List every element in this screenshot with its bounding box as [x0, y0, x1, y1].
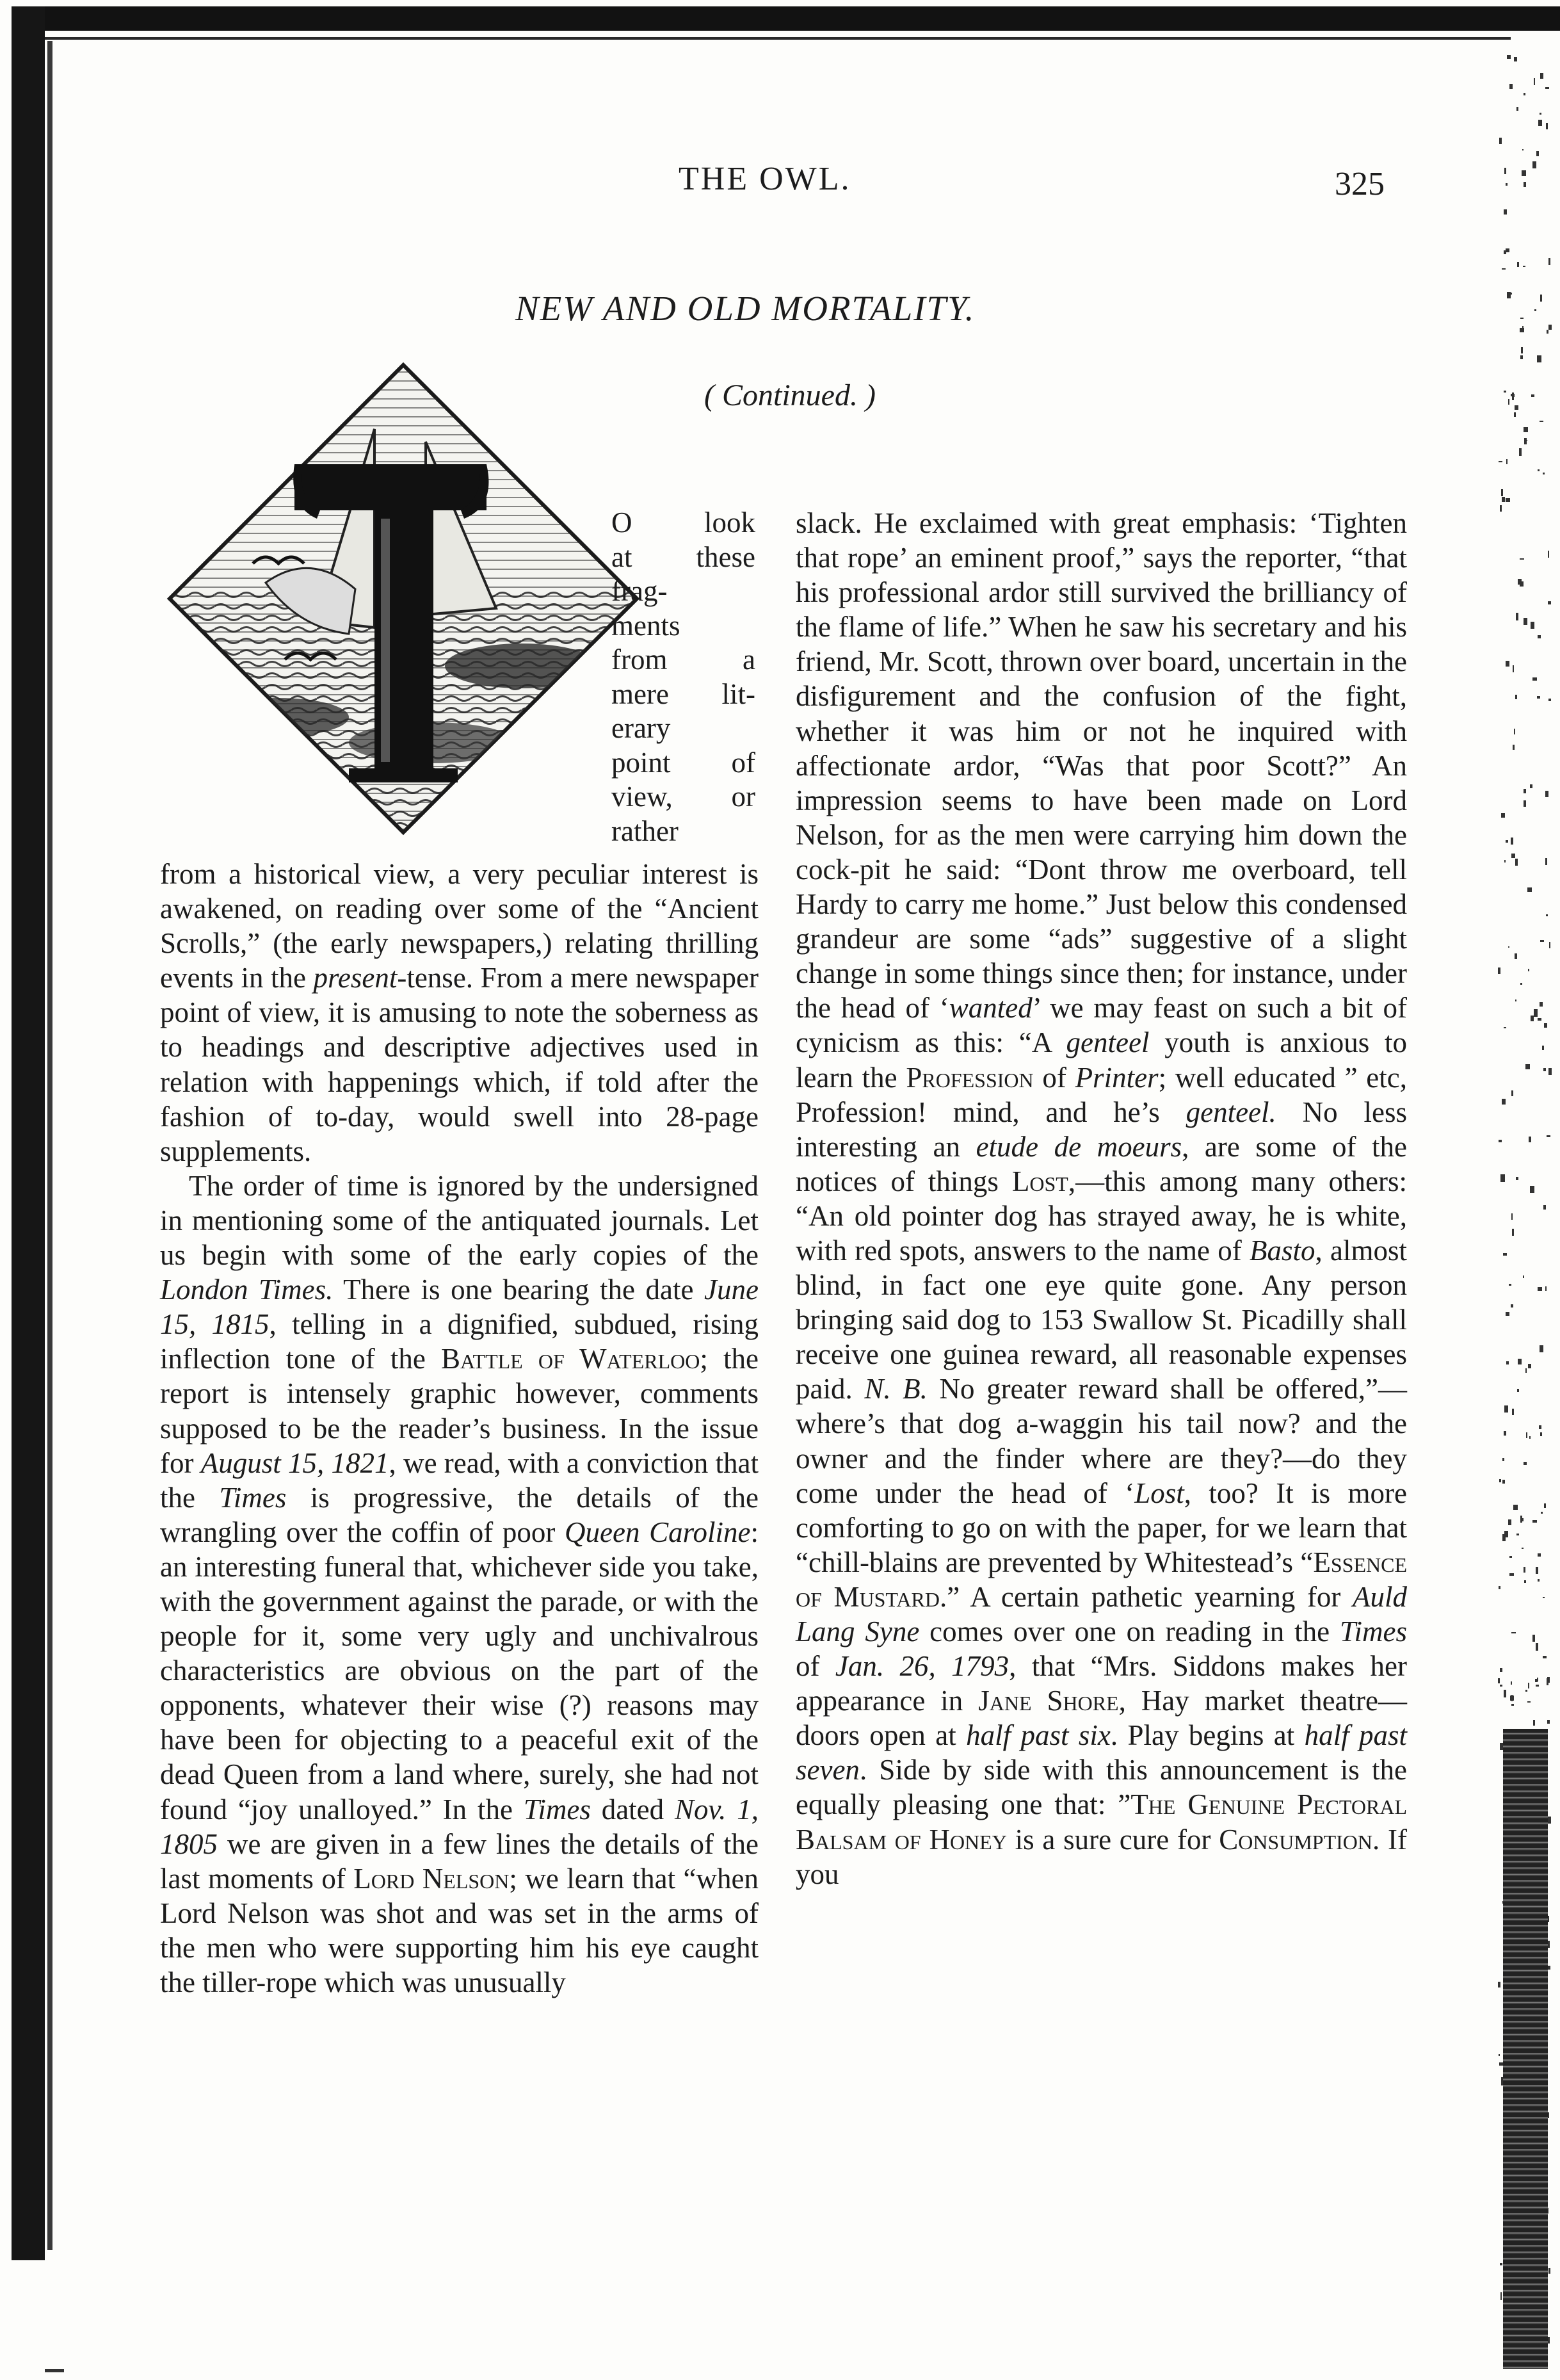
scan-speck — [1498, 1678, 1499, 1683]
dropcap-line: rather — [611, 814, 679, 847]
scan-speck — [1536, 1643, 1538, 1651]
scan-speck — [1521, 347, 1523, 354]
top-border-rule — [12, 6, 1560, 31]
scan-speck — [1507, 292, 1511, 298]
running-head: THE OWL. — [679, 161, 851, 197]
scan-speck — [1545, 1286, 1547, 1291]
scan-speck — [1540, 421, 1543, 422]
scan-speck — [1538, 635, 1541, 638]
text-run: youth is anxious to learn the — [796, 1026, 1407, 1094]
italic-run: Times — [219, 1481, 287, 1514]
paragraph-1 — [160, 857, 759, 1169]
smallcaps-run: Battle of Waterloo — [440, 1343, 700, 1375]
scan-speck — [1522, 170, 1526, 176]
scan-speck — [1502, 268, 1506, 270]
scan-speck — [1534, 78, 1535, 85]
scan-speck — [1524, 1580, 1526, 1583]
dropcap-side-lines — [611, 506, 755, 848]
page-number: 325 — [1335, 166, 1385, 202]
dropcap-line: frag- — [611, 575, 668, 607]
text-run: of — [796, 1650, 835, 1683]
scan-speck — [1537, 355, 1541, 363]
text-run: ; well educated ” etc, Profession! mind, and he’s — [796, 1061, 1407, 1128]
smallcaps-run: Jane Shore — [978, 1685, 1119, 1717]
scan-speck — [1547, 1817, 1551, 1824]
scan-speck — [1541, 1512, 1542, 1514]
scan-speck — [1514, 729, 1515, 734]
scan-speck — [1506, 248, 1509, 252]
scan-speck — [1547, 1720, 1549, 1724]
smallcaps-run: Lost — [1011, 1165, 1068, 1197]
scan-speck — [1525, 1690, 1527, 1692]
scan-speck — [1534, 1009, 1538, 1016]
scan-speck — [1515, 1000, 1517, 1001]
scan-speck — [1515, 859, 1518, 866]
text-run: ,—this among many others: “An old pointer dog has strayed away, he is white, with red spots, answers to the name of — [796, 1165, 1407, 1267]
scan-speck — [1548, 2268, 1550, 2274]
scan-speck — [1548, 1068, 1551, 1075]
scan-speck — [1540, 295, 1542, 302]
text-run: comes over one on reading in the — [919, 1615, 1340, 1647]
smallcaps-run: Lord Nelson — [353, 1862, 510, 1895]
text-run: , that “Mrs. Siddons makes her appearance in — [796, 1650, 1407, 1717]
text-run: is progressive, the details of the wrangling over the coffin of poor — [160, 1481, 759, 1548]
italic-run: half past seven — [796, 1719, 1407, 1786]
scan-speck — [1532, 161, 1536, 169]
scan-speck — [1529, 1137, 1531, 1143]
dropcap-line: erary — [611, 712, 671, 744]
text-run: , are some of the notices of things — [796, 1130, 1407, 1197]
scan-speck — [1509, 1556, 1512, 1558]
scan-speck — [1506, 1361, 1509, 1364]
right-column — [796, 506, 1407, 1891]
dropcap-line: from a — [611, 644, 755, 676]
smallcaps-run: Essence of Mustard — [796, 1546, 1407, 1613]
scan-speck — [1498, 1982, 1500, 1987]
scan-speck — [1525, 1368, 1527, 1373]
text-run: , Hay market theatre—doors open at — [796, 1685, 1407, 1752]
dropcap-line: ments — [611, 609, 680, 642]
scan-speck — [1500, 505, 1502, 512]
text-run: The order of time is ignored by the undersigned in mentioning some of the antiquated journals. Let us begin with some of the early copies of the — [160, 1169, 759, 1272]
smallcaps-run: Profession — [906, 1061, 1034, 1094]
scan-speck — [1533, 1720, 1535, 1726]
text-run: ; we learn that “when Lord Nelson was shot and was set in the arms of the men who were supporting him his eye caught the tiller-rope which was unusually — [160, 1862, 759, 1998]
scan-speck — [1532, 1520, 1537, 1523]
scan-speck — [1519, 448, 1522, 455]
scan-speck — [1524, 93, 1525, 96]
left-column — [160, 857, 759, 2000]
scan-speck — [1511, 1304, 1513, 1307]
scan-speck — [1524, 618, 1527, 625]
scan-speck — [1509, 1573, 1513, 1576]
scan-speck — [1538, 469, 1539, 471]
scan-speck — [1531, 394, 1534, 397]
scan-speck — [1548, 601, 1551, 604]
scan-speck — [1508, 946, 1509, 948]
scan-speck — [1504, 860, 1506, 862]
scan-speck — [1528, 969, 1529, 971]
text-run: slack. He exclaimed with great emphasis: ‘Tighten that rope’ an eminent proof,” says the reporter, “that his professional ardor still survived the brilliancy of the flame of life.” When he saw his secretary and his friend, Mr. Scott, thrown over board, uncertain in the disfigurement and the confusion of the fight, whether it was him or not he inquired with affectionate ardor, “Was that poor Scott?” An impression seems to have been made on Lord Nelson, for as the men were carrying him down the cock-pit he said: “Dont throw me overboard, tell Hardy to carry me home.” Just below this condensed grandeur are some “ads” suggestive of a slight change in some things since then; for instance, under the head of ‘ — [796, 507, 1407, 1024]
scan-speck — [1507, 55, 1511, 59]
italic-run: Times — [523, 1793, 591, 1825]
scan-speck — [1516, 1534, 1519, 1535]
scan-speck — [1511, 1632, 1516, 1633]
smallcaps-run: The Genuine Pectoral Balsam of Honey — [796, 1788, 1408, 1856]
text-run: : an interesting funeral that, whichever side you take, with the government against the parade, or with the people for it, some very ugly and unchivalrous characteristics are obvious on the part of the opponents, whatever their wise (?) reasons may have been for objecting to a peaceful exit of the dead Queen from a land where, surely, she had not found “joy unalloyed.” In the — [160, 1516, 759, 1825]
scan-speck — [1544, 1023, 1547, 1028]
scan-speck — [1543, 1205, 1545, 1210]
scan-speck — [1524, 1462, 1527, 1465]
scan-speck — [1509, 1284, 1511, 1286]
scan-speck — [1534, 309, 1536, 311]
scan-speck — [1502, 1099, 1506, 1104]
scan-speck — [1531, 622, 1534, 629]
scan-speck — [1538, 1579, 1540, 1582]
italic-run: Printer — [1075, 1061, 1159, 1094]
scan-speck — [1502, 1480, 1505, 1484]
scan-speck — [1536, 1567, 1538, 1574]
scan-speck — [1524, 800, 1526, 807]
scan-speck — [1512, 1229, 1514, 1236]
scan-speck — [1511, 1704, 1514, 1706]
scan-speck — [1543, 1597, 1545, 1598]
scan-speck — [1515, 695, 1517, 699]
scan-speck — [1540, 73, 1543, 79]
left-border-inner-rule — [47, 41, 52, 2250]
italic-run: Lost — [1134, 1477, 1184, 1509]
scan-speck — [1504, 1431, 1506, 1436]
scan-speck — [1545, 791, 1548, 797]
scan-speck — [1520, 355, 1523, 359]
scan-speck — [1514, 57, 1517, 61]
italic-run: August 15, 1821 — [200, 1446, 389, 1479]
scan-speck — [1538, 1287, 1542, 1291]
italic-run: N. B. — [864, 1373, 928, 1405]
smallcaps-run: Consumption — [1219, 1823, 1373, 1856]
scan-speck — [1547, 1677, 1549, 1682]
scan-speck — [1509, 84, 1513, 89]
scan-speck — [1513, 1505, 1518, 1510]
text-run: , almost blind, in fact one eye quite gone. Any person bringing said dog to 153 Swallow St. Picadilly shall receive one guinea reward, all reasonable expenses paid. — [796, 1234, 1407, 1405]
scan-speck — [1500, 2292, 1502, 2300]
scan-speck — [1545, 87, 1548, 89]
scan-speck — [1524, 789, 1526, 793]
scan-speck — [1504, 1690, 1507, 1697]
continued-note: ( Continued. ) — [704, 378, 876, 412]
scan-speck — [1547, 330, 1548, 334]
text-run: , too? It is more comforting to go on with the paper, for we learn that “chill-blains are prevented by Whitestead’s “ — [796, 1477, 1407, 1578]
scan-speck — [1528, 1683, 1530, 1688]
scan-speck — [1522, 1548, 1524, 1550]
scan-speck — [1542, 1046, 1544, 1050]
text-run: . If you — [796, 1823, 1407, 1890]
scan-speck — [1547, 1135, 1550, 1137]
scan-speck — [1527, 887, 1532, 892]
scan-speck — [1511, 1695, 1513, 1701]
scan-speck — [1517, 1389, 1519, 1392]
scan-speck — [1514, 412, 1516, 417]
italic-run: June 15, 1815 — [160, 1274, 759, 1341]
scan-speck — [1500, 1174, 1505, 1182]
italic-run: wanted — [949, 992, 1033, 1024]
scan-speck — [1539, 1425, 1541, 1430]
scan-speck — [1512, 1409, 1514, 1415]
text-run: . Play begins at — [1110, 1719, 1305, 1752]
scan-speck — [1511, 854, 1515, 858]
scan-speck — [1525, 1064, 1530, 1069]
italic-run: etude de moeurs — [976, 1130, 1182, 1163]
scan-speck — [1546, 123, 1548, 129]
italic-run: present — [313, 962, 398, 994]
top-border-thin-rule — [38, 37, 1511, 40]
dropcap-line: O look — [611, 506, 755, 538]
scan-speck — [1499, 2054, 1500, 2057]
scan-speck — [1530, 1186, 1534, 1193]
scan-speck — [1537, 696, 1540, 699]
scan-speck — [1500, 2263, 1502, 2265]
italic-run: genteel. — [1186, 1096, 1276, 1128]
scan-speck — [1520, 581, 1524, 587]
scan-speck — [1504, 1027, 1506, 1028]
scan-speck — [1529, 1436, 1531, 1439]
scan-speck — [1548, 325, 1552, 330]
italic-run: half past six — [966, 1719, 1111, 1752]
scan-speck — [1540, 1345, 1543, 1352]
scan-speck — [1545, 858, 1547, 865]
scan-speck — [1498, 967, 1500, 973]
scan-speck — [1523, 266, 1525, 267]
scan-speck — [1511, 1213, 1513, 1220]
text-run: ’ we may feast on such a bit of cynicism as this: “A — [796, 992, 1407, 1059]
paragraph-2 — [160, 1169, 759, 2000]
scan-speck — [1508, 1519, 1512, 1525]
scan-speck — [1531, 1016, 1534, 1021]
scan-speck — [1540, 1002, 1542, 1007]
scan-speck — [1540, 1432, 1542, 1436]
scan-speck — [1501, 489, 1503, 496]
scan-speck — [1544, 1503, 1546, 1508]
scan-speck — [1538, 1018, 1541, 1021]
scan-speck — [1520, 318, 1524, 320]
scan-speck — [1516, 613, 1518, 620]
scan-speck — [1512, 393, 1514, 400]
scan-speck — [1520, 328, 1524, 333]
scan-speck — [1538, 1553, 1541, 1557]
scan-speck — [1517, 262, 1518, 266]
scan-speck — [1520, 983, 1522, 985]
right-paragraph — [796, 506, 1407, 1891]
scan-speck — [1543, 1656, 1547, 1659]
text-run: of — [1033, 1061, 1075, 1094]
italic-run: Times — [1339, 1615, 1407, 1647]
scan-speck — [1502, 1458, 1504, 1462]
scan-speck — [1504, 168, 1506, 174]
text-run: , telling in a dignified, subdued, rising inflection tone of the — [160, 1308, 759, 1375]
scan-speck — [1518, 1359, 1522, 1364]
scan-speck — [1536, 151, 1539, 156]
scan-speck — [1500, 1685, 1503, 1687]
scan-speck — [1521, 1518, 1524, 1521]
scan-speck — [1548, 258, 1551, 265]
scan-speck — [1515, 953, 1517, 959]
text-run: .” A certain pathetic yearning for — [939, 1580, 1353, 1613]
bottom-scan-mark — [45, 2369, 64, 2372]
scan-speck — [1540, 940, 1543, 942]
italic-run: Basto — [1250, 1234, 1315, 1267]
scan-speck — [1499, 1140, 1502, 1142]
scan-speck — [1511, 1090, 1513, 1096]
scan-speck — [1526, 1432, 1527, 1437]
dropcap-line: point of — [611, 746, 755, 779]
italic-run: Queen Caroline — [565, 1516, 751, 1548]
scan-speck — [1500, 1668, 1502, 1672]
italic-run: Auld Lang Syne — [796, 1580, 1408, 1647]
text-run: No less interesting an — [796, 1096, 1407, 1163]
scan-speck — [1549, 942, 1550, 948]
scan-speck — [1543, 473, 1545, 474]
scan-speck — [1530, 784, 1533, 789]
scan-speck — [1501, 813, 1505, 818]
text-run: , we read, with a conviction that the — [160, 1446, 759, 1514]
left-border-rule — [12, 6, 45, 2260]
text-run: . Side by side with this announcement is the equally pleasing one that: ” — [796, 1754, 1407, 1821]
dropcap-line: at these — [611, 540, 755, 573]
text-run: is a sure cure for — [1006, 1823, 1219, 1856]
scan-speck — [1506, 498, 1509, 502]
text-run: we are given in a few lines the details of the last moments of — [160, 1827, 759, 1895]
dropcap-ornament — [163, 359, 643, 839]
scan-speck — [1543, 1068, 1546, 1071]
scan-speck — [1536, 1685, 1539, 1687]
right-edge-dark-bar — [1503, 1729, 1548, 2369]
text-run: dated — [590, 1793, 675, 1825]
text-run: No greater reward shall be offered,”—where’s that dog a-waggin his tail now? and the owner and the finder where are they?—do they come under the head of ‘ — [796, 1373, 1407, 1509]
scan-speck — [1532, 677, 1537, 681]
text-run: ; the report is intensely graphic however, comments supposed to be the reader’s business. In the issue for — [160, 1343, 759, 1479]
scan-speck — [1528, 1364, 1531, 1368]
scan-speck — [1522, 149, 1524, 150]
scan-speck — [1499, 138, 1502, 144]
scan-speck — [1506, 183, 1508, 186]
scan-speck — [1506, 1312, 1509, 1316]
scan-speck — [1538, 120, 1542, 126]
scan-speck — [1524, 427, 1528, 432]
italic-run: Nov. 1, 1805 — [160, 1793, 759, 1860]
scan-speck — [1499, 1479, 1501, 1482]
scan-speck — [1532, 1635, 1535, 1642]
dropcap-line: view, or — [611, 781, 755, 813]
scan-speck — [1524, 1567, 1525, 1573]
scan-speck — [1516, 107, 1518, 111]
scan-speck — [1548, 699, 1551, 701]
scan-speck — [1527, 1701, 1531, 1703]
italic-run: genteel — [1066, 1026, 1150, 1059]
scan-speck — [1513, 745, 1514, 750]
scan-speck — [1524, 182, 1527, 186]
scan-speck — [1506, 661, 1509, 667]
scan-speck — [1506, 840, 1508, 843]
scan-speck — [1520, 558, 1524, 560]
scan-speck — [1499, 461, 1502, 462]
scan-speck — [1546, 914, 1548, 916]
text-run: There is one bearing the date — [333, 1274, 705, 1306]
scan-speck — [1504, 1531, 1508, 1537]
scan-speck — [1511, 1681, 1513, 1685]
scan-speck — [1499, 1586, 1500, 1589]
scan-speck — [1548, 551, 1549, 557]
scan-speck — [1504, 391, 1506, 393]
scan-speck — [1540, 113, 1541, 115]
scan-speck — [1523, 1275, 1524, 1277]
scan-speck — [1537, 1678, 1538, 1681]
scan-speck — [1515, 405, 1518, 410]
scan-speck — [1516, 1177, 1518, 1180]
text-run: from a historical view, a very peculiar interest is awakened, on reading over some of the “Ancient Scrolls,” (the early newspapers,) relating thrilling events in the — [160, 858, 759, 994]
italic-run: Jan. 26, 1793 — [835, 1650, 1009, 1683]
scan-speck — [1508, 399, 1509, 405]
scan-speck — [1524, 438, 1527, 444]
scan-speck — [1504, 209, 1507, 215]
scan-speck — [1503, 1253, 1507, 1256]
scan-speck — [1511, 838, 1513, 845]
article-title: NEW AND OLD MORTALITY. — [515, 289, 976, 328]
italic-run: London Times. — [160, 1274, 334, 1306]
scan-speck — [1513, 665, 1515, 672]
scan-speck — [1506, 459, 1508, 464]
scan-speck — [1504, 1405, 1508, 1413]
dropcap-line: mere lit- — [611, 677, 755, 710]
scan-speck — [1502, 497, 1505, 502]
text-run: -tense. From a mere newspaper point of view, it is amusing to note the soberness as to headings and descriptive adjectives used in relation with happenings which, if told after the fashion of to-day, would swell into 28-page supplements. — [160, 962, 759, 1167]
